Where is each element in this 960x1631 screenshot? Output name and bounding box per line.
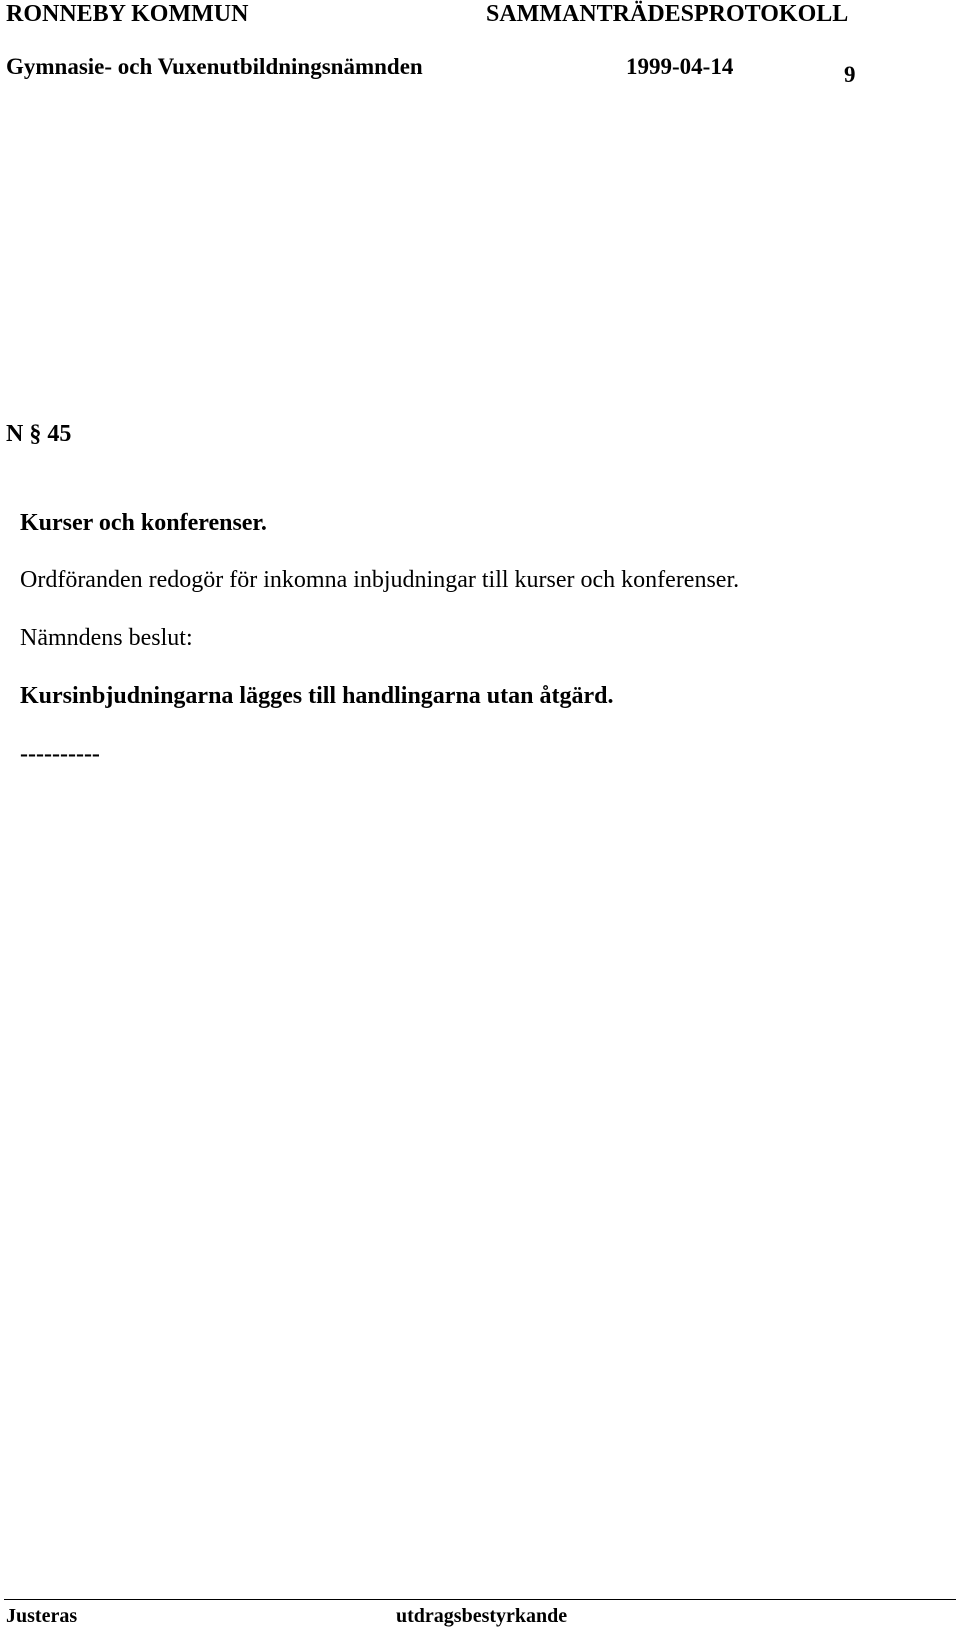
page-number: 9: [844, 62, 856, 87]
footer-utdragsbestyrkande: utdragsbestyrkande: [396, 1605, 568, 1627]
footer-justeras: Justeras: [6, 1605, 78, 1627]
committee-name: Gymnasie- och Vuxenutbildningsnämnden: [6, 54, 423, 79]
meeting-date: 1999-04-14: [626, 54, 734, 79]
footer-divider: [4, 1599, 956, 1600]
section-subject: Kurser och konferenser.: [20, 510, 267, 536]
section-body: Ordföranden redogör för inkomna inbjudningar till kurser och konferenser.: [20, 567, 740, 593]
document-type: SAMMANTRÄDESPROTOKOLL: [486, 1, 849, 27]
decision-heading: Nämndens beslut:: [20, 625, 193, 651]
decision-text: Kursinbjudningarna lägges till handlingarna utan åtgärd.: [20, 683, 614, 709]
section-number: N § 45: [6, 421, 72, 447]
section-separator: ----------: [20, 741, 100, 767]
municipality-name: RONNEBY KOMMUN: [6, 1, 249, 27]
